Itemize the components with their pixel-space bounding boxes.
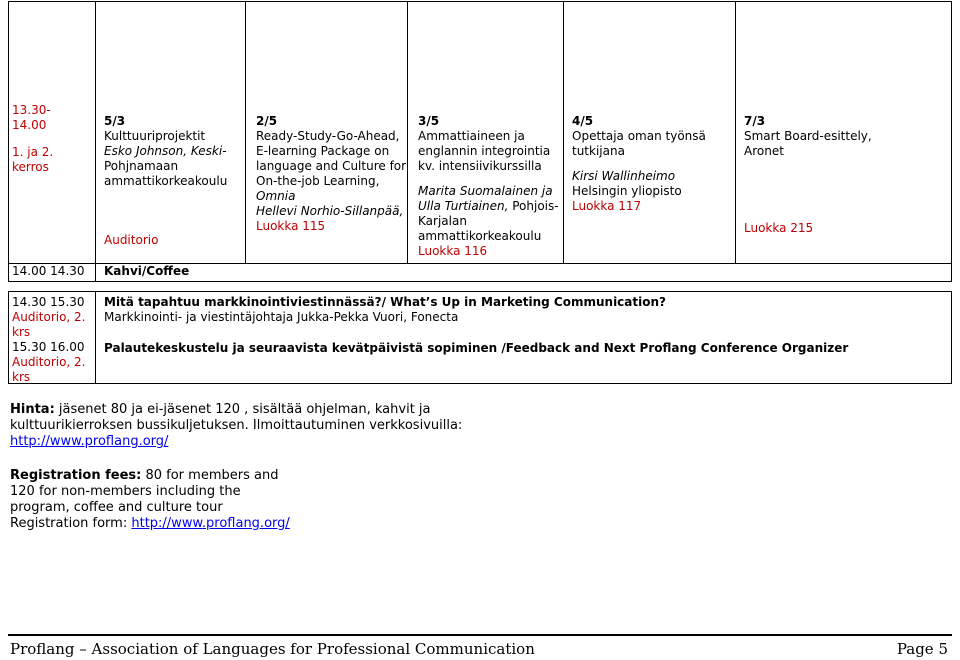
table-col-border bbox=[407, 1, 408, 264]
feedback-room: Auditorio, 2. bbox=[12, 355, 86, 369]
session-title: Kulttuuriprojektit bbox=[104, 129, 206, 143]
marketing-room: Auditorio, 2. bbox=[12, 310, 86, 324]
table-border-top bbox=[8, 291, 952, 292]
session-title: kv. intensiivikurssilla bbox=[418, 159, 542, 173]
session-title: tutkijana bbox=[572, 144, 625, 158]
session-room: Luokka 115 bbox=[256, 219, 326, 233]
table-col-border bbox=[95, 291, 96, 384]
time-start: 13.30- bbox=[12, 103, 51, 117]
session-speaker: Ulla Turtiainen, bbox=[418, 199, 509, 213]
marketing-time: 14.30 15.30 bbox=[12, 295, 85, 309]
fees-fi bbox=[10, 402, 462, 450]
session-speaker: Kirsi Wallinheimo bbox=[572, 169, 676, 183]
session-org: Helsingin yliopisto bbox=[572, 184, 682, 198]
session-4-5 bbox=[572, 114, 706, 214]
session-speaker: Omnia bbox=[256, 189, 296, 203]
table-col-border bbox=[8, 1, 9, 282]
page-number: Page 5 bbox=[896, 640, 948, 658]
session-number: 5/3 bbox=[104, 114, 126, 128]
session-title: Ready-Study-Go-Ahead, bbox=[256, 129, 400, 143]
session-room: Luokka 215 bbox=[744, 221, 814, 235]
session-title: Smart Board-esittely, bbox=[744, 129, 872, 143]
session-title: Aronet bbox=[744, 144, 784, 158]
feedback-title: Palautekeskustelu ja seuraavista kevätpäivistä sopiminen /Feedback and Next Proflang Conference Organizer bbox=[104, 341, 849, 355]
table-col-border bbox=[95, 1, 96, 282]
footer-divider bbox=[8, 634, 952, 636]
floor-label: 1. ja 2. bbox=[12, 145, 54, 159]
session-number: 4/5 bbox=[572, 114, 594, 128]
session-title: E-learning Package on bbox=[256, 144, 390, 158]
session-title: language and Culture for bbox=[256, 159, 407, 173]
session-title: On-the-job Learning, bbox=[256, 174, 380, 188]
session-title: englannin integrointia bbox=[418, 144, 551, 158]
session-5-3 bbox=[104, 114, 227, 189]
fees-en bbox=[10, 468, 290, 532]
table-col-border bbox=[8, 291, 9, 384]
session-7-3 bbox=[744, 114, 872, 159]
registration-form-label: Registration form: bbox=[10, 516, 132, 531]
time-block bbox=[12, 103, 53, 175]
table-border-top bbox=[8, 1, 952, 2]
session-speaker: Pohjnamaan bbox=[104, 159, 179, 173]
coffee-time: 14.00 14.30 bbox=[12, 264, 85, 278]
registration-link-fi[interactable]: http://www.proflang.org/ bbox=[10, 434, 169, 449]
session-org: ammattikorkeakoulu bbox=[104, 174, 228, 188]
table-border-bottom bbox=[8, 281, 952, 282]
table-border-bottom bbox=[8, 383, 952, 384]
footer-org: Proflang – Association of Languages for Professional Communication bbox=[10, 640, 535, 658]
coffee-label: Kahvi/Coffee bbox=[104, 264, 190, 278]
session-speaker: Esko Johnson, Keski- bbox=[104, 144, 227, 158]
session-room: Auditorio bbox=[104, 233, 159, 247]
fees-en-text: 80 for members and bbox=[141, 468, 279, 483]
marketing-time-block bbox=[12, 295, 86, 385]
time-end: 14.00 bbox=[12, 118, 47, 132]
session-room: Luokka 116 bbox=[418, 244, 488, 258]
feedback-time: 15.30 16.00 bbox=[12, 340, 85, 354]
table-col-border bbox=[735, 1, 736, 264]
session-2-5 bbox=[256, 114, 406, 234]
floor-label-2: kerros bbox=[12, 160, 49, 174]
table-col-border bbox=[563, 1, 564, 264]
fees-en-text-2: 120 for non-members including the bbox=[10, 484, 241, 499]
session-room: Luokka 117 bbox=[572, 199, 642, 213]
fees-fi-text-2: kulttuurikierroksen bussikuljetuksen. Ilmoittautuminen verkkosivuilla: bbox=[10, 418, 463, 433]
session-speaker: Hellevi Norhio-Sillanpää, bbox=[256, 204, 404, 218]
session-3-5 bbox=[418, 114, 559, 259]
marketing-room-2: krs bbox=[12, 325, 31, 339]
feedback-room-2: krs bbox=[12, 370, 31, 384]
table-col-border bbox=[951, 1, 952, 282]
fees-en-text-3: program, coffee and culture tour bbox=[10, 500, 223, 515]
table-col-border bbox=[951, 291, 952, 384]
session-org: Pohjois- bbox=[512, 199, 559, 213]
registration-link-en[interactable]: http://www.proflang.org/ bbox=[131, 516, 290, 531]
session-number: 3/5 bbox=[418, 114, 440, 128]
marketing-session bbox=[104, 295, 666, 325]
session-org: ammattikorkeakoulu bbox=[418, 229, 542, 243]
fees-fi-label: Hinta: bbox=[10, 402, 55, 417]
table-col-border bbox=[245, 1, 246, 264]
session-number: 7/3 bbox=[744, 114, 766, 128]
fees-fi-text: jäsenet 80 ja ei-jäsenet 120 , sisältää ohjelman, kahvit ja bbox=[54, 402, 431, 417]
session-org: Karjalan bbox=[418, 214, 467, 228]
marketing-speaker: Markkinointi- ja viestintäjohtaja Jukka-Pekka Vuori, Fonecta bbox=[104, 310, 459, 324]
session-number: 2/5 bbox=[256, 114, 278, 128]
marketing-title: Mitä tapahtuu markkinointiviestinnässä?/ What’s Up in Marketing Communication? bbox=[104, 295, 666, 309]
session-title: Opettaja oman työnsä bbox=[572, 129, 706, 143]
session-title: Ammattiaineen ja bbox=[418, 129, 525, 143]
fees-en-label: Registration fees: bbox=[10, 468, 142, 483]
session-speaker: Marita Suomalainen ja bbox=[418, 184, 553, 198]
